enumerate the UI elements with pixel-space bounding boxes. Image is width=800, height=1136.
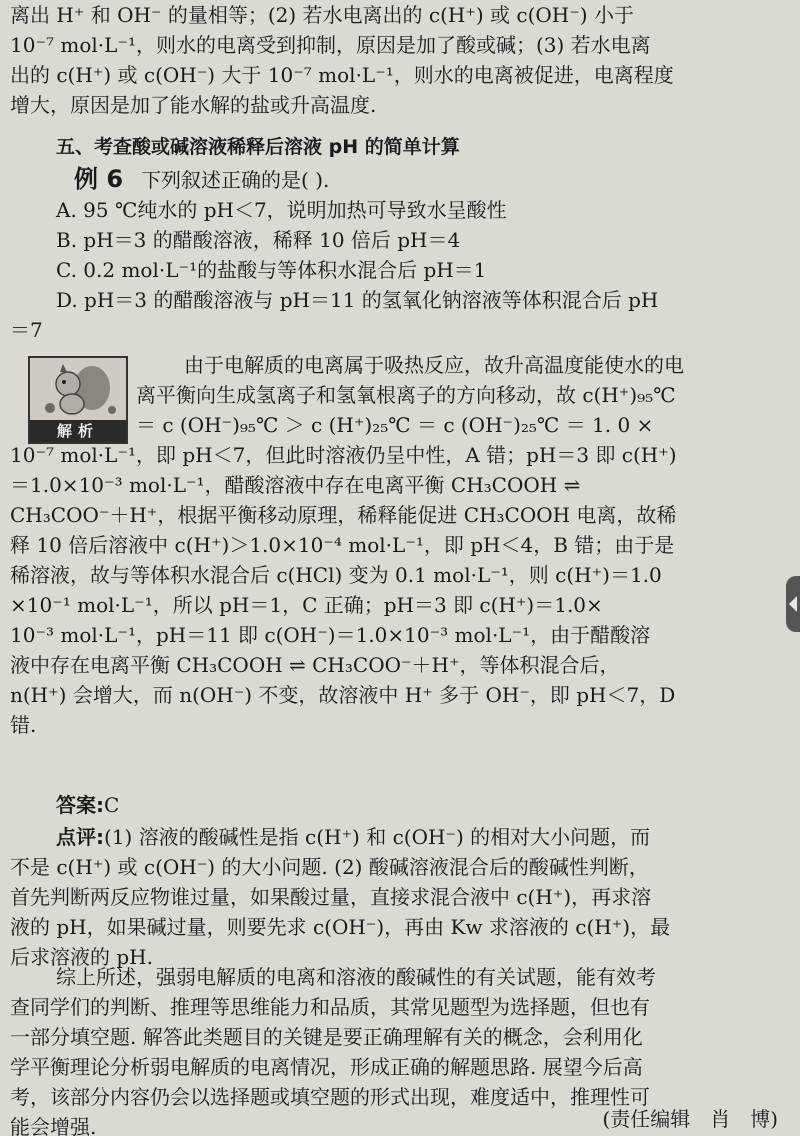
section-heading: 五、考查酸或碱溶液稀释后溶液 pH 的简单计算	[56, 136, 460, 158]
option-a: A. 95 ℃纯水的 pH＜7，说明加热可导致水呈酸性	[56, 198, 507, 222]
section-heading-block	[0, 132, 778, 162]
intro-line: 10⁻⁷ mol·L⁻¹，则水的电离受到抑制，原因是加了酸或碱；(3) 若水电离	[10, 33, 651, 57]
analysis-line: 10⁻⁷ mol·L⁻¹，即 pH＜7，但此时溶液仍呈中性，A 错；pH＝3 即 c(H⁺)	[10, 443, 677, 467]
summary-line: 学平衡理论分析弱电解质的电离情况，形成正确的解题思路. 展望今后高	[10, 1055, 643, 1079]
page-turn-arrow-icon[interactable]	[786, 576, 800, 632]
comment-first-text: (1) 溶液的酸碱性是指 c(H⁺) 和 c(OH⁻) 的相对大小问题，而	[104, 825, 651, 849]
example-label: 例 6	[74, 165, 124, 193]
answer-label: 答案:	[56, 793, 104, 817]
answer-value: C	[104, 793, 120, 817]
analysis-line: 离平衡向生成氢离子和氢氧根离子的方向移动，故 c(H⁺)₉₅℃	[136, 383, 676, 407]
summary-line: 一部分填空题. 解答此类题目的关键是要正确理解有关的概念，会利用化	[10, 1025, 643, 1049]
editor-credit: (责任编辑 肖 博)	[602, 1107, 778, 1131]
analysis-line: 释 10 倍后溶液中 c(H⁺)＞1.0×10⁻⁴ mol·L⁻¹，即 pH＜4，B 错；由于是	[10, 533, 675, 557]
comment-line: 液的 pH，如果碱过量，则要先求 c(OH⁻)，再由 Kw 求溶液的 c(H⁺)，最	[10, 915, 671, 939]
analysis-line: ×10⁻¹ mol·L⁻¹，所以 pH＝1，C 正确；pH＝3 即 c(H⁺)＝1.0×	[10, 593, 603, 617]
comment-line: 不是 c(H⁺) 或 c(OH⁻) 的大小问题. (2) 酸碱溶液混合后的酸碱性判断，	[10, 855, 649, 879]
example-6	[0, 164, 778, 345]
analysis-line: 10⁻³ mol·L⁻¹，pH＝11 即 c(OH⁻)＝1.0×10⁻³ mol·L⁻¹，由于醋酸溶	[10, 623, 651, 647]
analysis-line: 由于电解质的电离属于吸热反应，故升高温度能使水的电	[184, 353, 684, 377]
analysis-line: 液中存在电离平衡 CH₃COOH ⇌ CH₃COO⁻＋H⁺，等体积混合后，	[10, 653, 620, 677]
intro-line: 离出 H⁺ 和 OH⁻ 的量相等；(2) 若水电离出的 c(H⁺) 或 c(OH⁻) 小于	[10, 3, 634, 27]
analysis-line: 错.	[10, 713, 37, 737]
example-question: 下列叙述正确的是( ).	[141, 168, 330, 192]
analysis-label: 解析	[30, 420, 126, 442]
editor-credit-block	[0, 1104, 798, 1134]
summary-line: 能会增强.	[10, 1115, 97, 1136]
summary-line: 综上所述，强弱电解质的电离和溶液的酸碱性的有关试题，能有效考	[56, 965, 656, 989]
summary-line: 查同学们的判断、推理等思维能力和品质，其常见题型为选择题，但也有	[10, 995, 650, 1019]
analysis-line: CH₃COO⁻＋H⁺，根据平衡移动原理，稀释能促进 CH₃COOH 电离，故稀	[10, 503, 677, 527]
analysis-line: 稀溶液，故与等体积水混合后 c(HCl) 变为 0.1 mol·L⁻¹，则 c(H⁺)＝1.0	[10, 563, 662, 587]
summary-line: 考，该部分内容仍会以选择题或填空题的形式出现，难度适中，推理性可	[10, 1085, 650, 1109]
intro-paragraph	[0, 0, 778, 120]
analysis-line: ＝1.0×10⁻³ mol·L⁻¹，醋酸溶液中存在电离平衡 CH₃COOH ⇌	[10, 473, 581, 497]
intro-line: 增大，原因是加了能水解的盐或升高温度.	[10, 93, 377, 117]
comment-line: 后求溶液的 pH.	[10, 945, 153, 969]
intro-line: 出的 c(H⁺) 或 c(OH⁻) 大于 10⁻⁷ mol·L⁻¹，则水的电离被促进，电离程度	[10, 63, 674, 87]
analysis-line: ＝ c (OH⁻)₉₅℃ ＞ c (H⁺)₂₅℃ ＝ c (OH⁻)₂₅℃ ＝ 1. 0 ×	[136, 413, 654, 437]
analysis-paragraph	[0, 350, 778, 740]
answer-block	[0, 790, 778, 820]
option-d: D. pH＝3 的醋酸溶液与 pH＝11 的氢氧化钠溶液等体积混合后 pH	[56, 288, 659, 312]
option-d-continued: ＝7	[10, 318, 43, 342]
example-question-row	[0, 164, 778, 195]
comment-paragraph	[0, 822, 778, 972]
comment-first-line	[0, 822, 778, 852]
comment-label: 点评:	[56, 825, 104, 849]
option-b: B. pH＝3 的醋酸溶液，稀释 10 倍后 pH＝4	[56, 228, 461, 252]
option-c: C. 0.2 mol·L⁻¹的盐酸与等体积水混合后 pH＝1	[56, 258, 487, 282]
answer-line	[0, 790, 778, 820]
analysis-line: n(H⁺) 会增大，而 n(OH⁻) 不变，故溶液中 H⁺ 多于 OH⁻，即 pH＜7，D	[10, 683, 676, 707]
comment-line: 首先判断两反应物谁过量，如果酸过量，直接求混合液中 c(H⁺)，再求溶	[10, 885, 652, 909]
